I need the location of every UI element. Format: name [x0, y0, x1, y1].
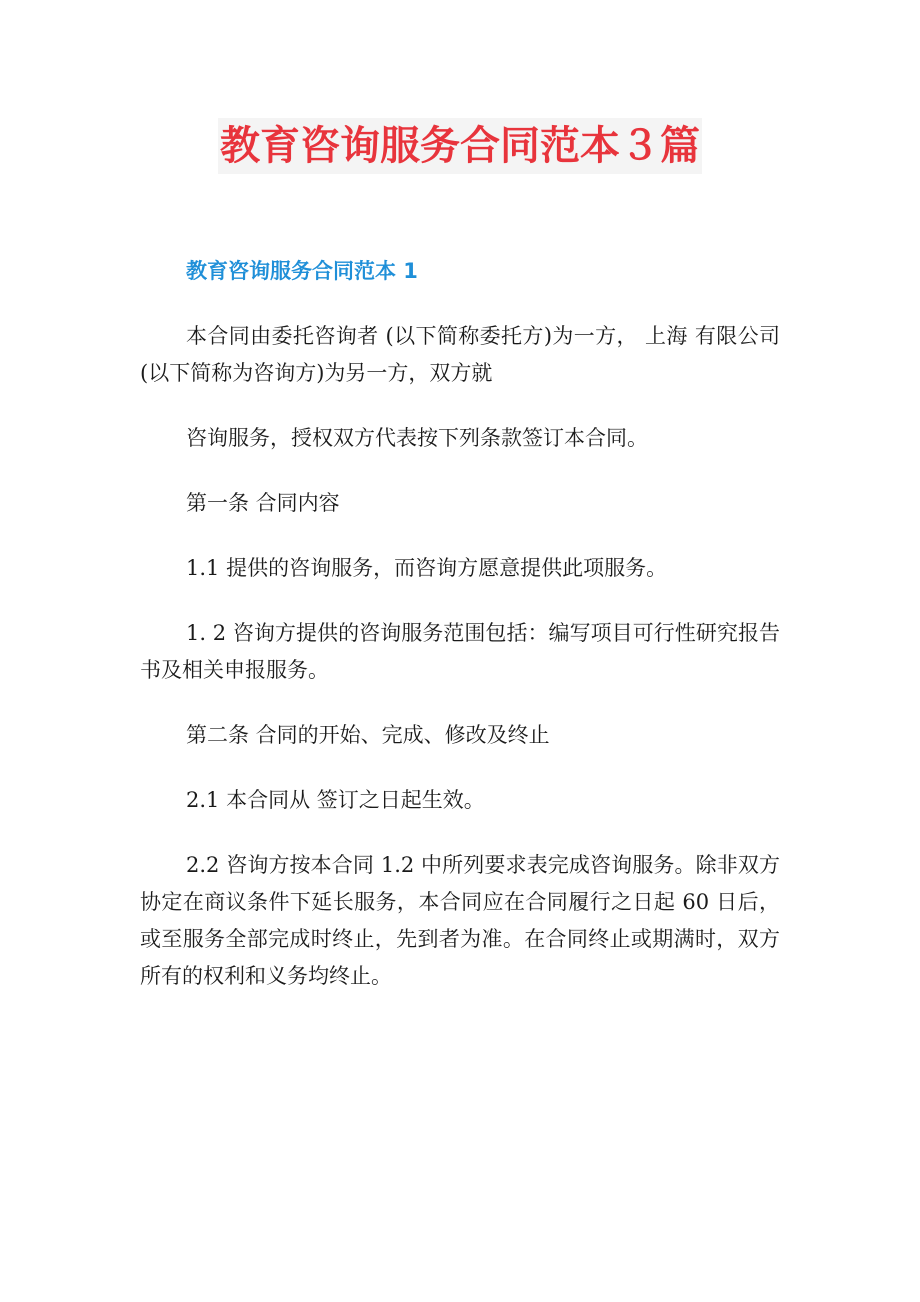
document-body	[140, 256, 780, 1023]
clause-2-1: 2.1 本合同从 签订之日起生效。	[186, 788, 485, 812]
document-title: 教育咨询服务合同范本３篇	[218, 118, 702, 174]
paragraph-intro: 本合同由委托咨询者 (以下简称委托方)为一方， 上海 有限公司 (以下简称为咨询方)为另一方，双方就	[140, 324, 780, 385]
clause-2-2: 2.2 咨询方按本合同 1.2 中所列要求表完成咨询服务。除非双方协定在商议条件下延长服务，本合同应在合同履行之日起 60 日后，或至服务全部完成时终止，先到者为准。在合同终止或期满时，双方所有的权利和义务均终止。	[140, 853, 780, 988]
title-container	[0, 118, 920, 174]
section-heading: 教育咨询服务合同范本 1	[186, 259, 418, 283]
paragraph-authorization: 咨询服务，授权双方代表按下列条款签订本合同。	[186, 426, 648, 450]
article-2-heading: 第二条 合同的开始、完成、修改及终止	[186, 723, 550, 747]
article-1-heading: 第一条 合同内容	[186, 491, 340, 515]
clause-1-2: 1. 2 咨询方提供的咨询服务范围包括：编写项目可行性研究报告书及相关申报服务。	[140, 621, 780, 682]
clause-1-1: 1.1 提供的咨询服务，而咨询方愿意提供此项服务。	[186, 556, 668, 580]
